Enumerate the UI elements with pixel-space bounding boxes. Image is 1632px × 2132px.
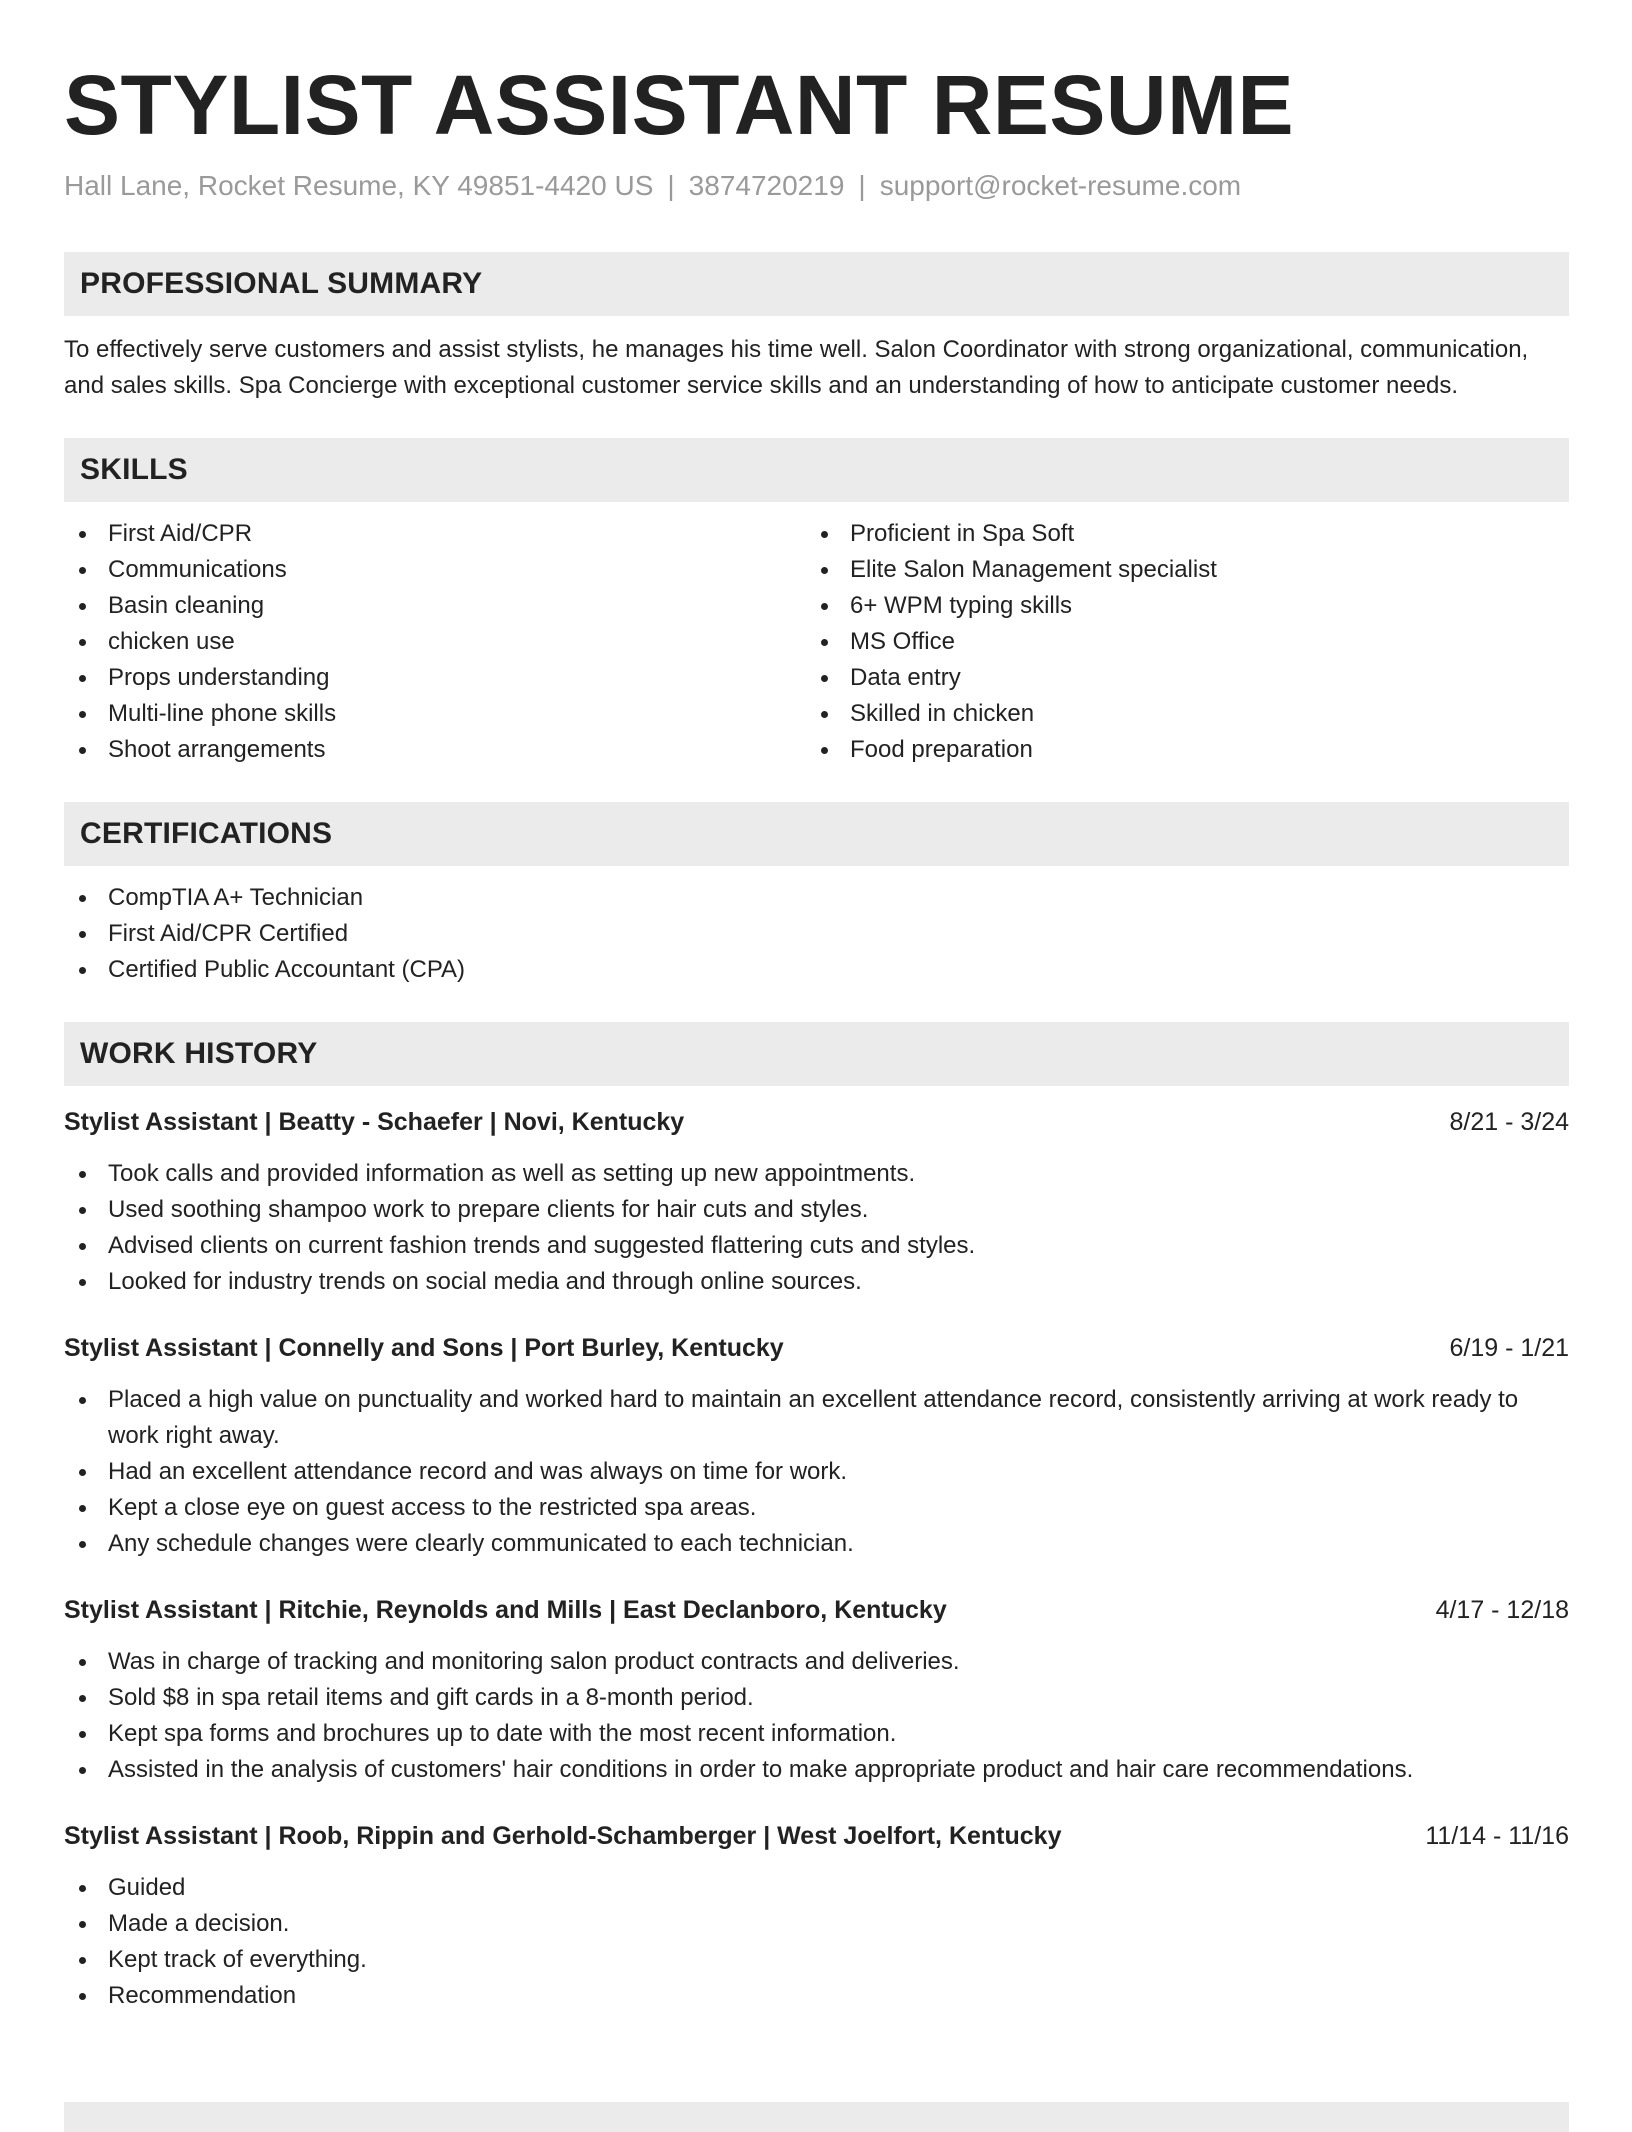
job-entry xyxy=(64,1592,1569,1788)
resume-title: STYLIST ASSISTANT RESUME xyxy=(64,58,1295,152)
job-duty-item: Advised clients on current fashion trends and suggested flattering cuts and styles. xyxy=(64,1228,1569,1264)
job-dates: 6/19 - 1/21 xyxy=(1449,1334,1569,1362)
job-dates: 11/14 - 11/16 xyxy=(1425,1822,1569,1850)
skill-item: Multi-line phone skills xyxy=(64,696,806,732)
contact-separator: | xyxy=(858,170,866,201)
job-duty-item: Was in charge of tracking and monitoring salon product contracts and deliveries. xyxy=(64,1644,1569,1680)
job-duty-item: Kept track of everything. xyxy=(64,1942,1569,1978)
skill-item: Props understanding xyxy=(64,660,806,696)
job-duty-item: Guided xyxy=(64,1870,1569,1906)
contact-email: support@rocket-resume.com xyxy=(879,170,1242,201)
job-duty-item: Any schedule changes were clearly communicated to each technician. xyxy=(64,1526,1569,1562)
job-duty-item: Took calls and provided information as well as setting up new appointments. xyxy=(64,1156,1569,1192)
certification-item: First Aid/CPR Certified xyxy=(64,916,1569,952)
skills-section-title: SKILLS xyxy=(80,453,188,486)
job-duties xyxy=(64,1644,1569,1788)
job-entry xyxy=(64,1330,1569,1562)
job-duty-item: Looked for industry trends on social media and through online sources. xyxy=(64,1264,1569,1300)
job-heading: Stylist Assistant | Ritchie, Reynolds and Mills | East Declanboro, Kentucky xyxy=(64,1596,947,1624)
resume-page xyxy=(64,0,1569,2014)
summary-text: To effectively serve customers and assist stylists, he manages his time well. Salon Coordinator with strong organizational, communication, and sales skills. Spa Concierge with exceptional customer service skills and an understanding of how to anticipate customer needs. xyxy=(64,336,1529,399)
job-dates: 4/17 - 12/18 xyxy=(1435,1596,1569,1624)
skill-item: Skilled in chicken xyxy=(806,696,1548,732)
contact-separator: | xyxy=(667,170,675,201)
contact-address: Hall Lane, Rocket Resume, KY 49851-4420 US xyxy=(64,170,654,201)
job-duty-item: Used soothing shampoo work to prepare clients for hair cuts and styles. xyxy=(64,1192,1569,1228)
job-duty-item: Kept spa forms and brochures up to date with the most recent information. xyxy=(64,1716,1569,1752)
job-duty-item: Kept a close eye on guest access to the restricted spa areas. xyxy=(64,1490,1569,1526)
skill-item: Basin cleaning xyxy=(64,588,806,624)
job-duty-item: Made a decision. xyxy=(64,1906,1569,1942)
job-duties xyxy=(64,1870,1569,2014)
contact-line xyxy=(64,168,1569,204)
certification-item: CompTIA A+ Technician xyxy=(64,880,1569,916)
certification-item: Certified Public Accountant (CPA) xyxy=(64,952,1569,988)
job-duty-item: Sold $8 in spa retail items and gift cards in a 8-month period. xyxy=(64,1680,1569,1716)
job-duty-item: Recommendation xyxy=(64,1978,1569,2014)
skill-item: First Aid/CPR xyxy=(64,516,806,552)
job-entry xyxy=(64,1818,1569,2014)
certifications-section-title: CERTIFICATIONS xyxy=(80,817,333,850)
job-duty-item: Had an excellent attendance record and was always on time for work. xyxy=(64,1454,1569,1490)
job-heading: Stylist Assistant | Roob, Rippin and Gerhold-Schamberger | West Joelfort, Kentucky xyxy=(64,1822,1062,1850)
skills-section-header xyxy=(64,438,1569,502)
certifications-section-header xyxy=(64,802,1569,866)
job-header xyxy=(64,1104,1569,1140)
job-duties xyxy=(64,1156,1569,1300)
job-header xyxy=(64,1592,1569,1628)
skill-item: 6+ WPM typing skills xyxy=(806,588,1548,624)
skills-column-right xyxy=(806,516,1548,768)
skills-column-left xyxy=(64,516,806,768)
job-duties xyxy=(64,1382,1569,1562)
job-heading: Stylist Assistant | Beatty - Schaefer | Novi, Kentucky xyxy=(64,1108,685,1136)
skill-item: Elite Salon Management specialist xyxy=(806,552,1548,588)
job-header xyxy=(64,1330,1569,1366)
skill-item: Proficient in Spa Soft xyxy=(806,516,1548,552)
next-section-header-band xyxy=(64,2102,1569,2132)
skill-item: chicken use xyxy=(64,624,806,660)
contact-phone: 3874720219 xyxy=(688,170,845,201)
summary-section-title: PROFESSIONAL SUMMARY xyxy=(80,267,483,300)
skill-item: MS Office xyxy=(806,624,1548,660)
skill-item: Food preparation xyxy=(806,732,1548,768)
job-entry xyxy=(64,1104,1569,1300)
work-history-section-header xyxy=(64,1022,1569,1086)
job-duty-item: Placed a high value on punctuality and worked hard to maintain an excellent attendance record, consistently arriving at work ready to work right away. xyxy=(64,1382,1569,1454)
job-header xyxy=(64,1818,1569,1854)
skill-item: Shoot arrangements xyxy=(64,732,806,768)
job-heading: Stylist Assistant | Connelly and Sons | Port Burley, Kentucky xyxy=(64,1334,784,1362)
job-duty-item: Assisted in the analysis of customers' hair conditions in order to make appropriate product and hair care recommendations. xyxy=(64,1752,1569,1788)
skill-item: Communications xyxy=(64,552,806,588)
work-history-section-title: WORK HISTORY xyxy=(80,1037,318,1070)
skills-list xyxy=(64,516,1569,768)
skill-item: Data entry xyxy=(806,660,1548,696)
certifications-list xyxy=(64,880,1569,988)
summary-section-header xyxy=(64,252,1569,316)
job-dates: 8/21 - 3/24 xyxy=(1449,1108,1569,1136)
